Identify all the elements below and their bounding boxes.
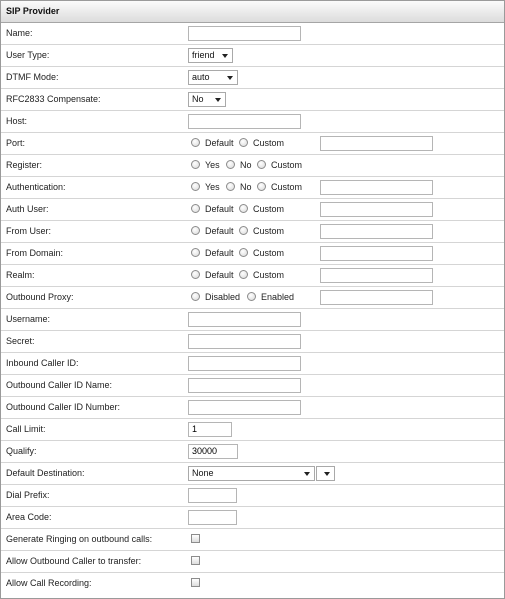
area-code-label: Area Code:: [6, 512, 52, 522]
register-no-label: No: [240, 160, 252, 170]
username-label: Username:: [6, 314, 51, 324]
realm-custom-label: Custom: [253, 270, 285, 280]
rfc2833-row: [1, 89, 504, 111]
auth-user-row: [1, 199, 504, 221]
rfc2833-select[interactable]: [188, 92, 226, 107]
qualify-input[interactable]: [188, 444, 238, 459]
port-default-label: Default: [205, 138, 234, 148]
dial-prefix-row: [1, 485, 504, 507]
host-label: Host:: [6, 116, 28, 126]
realm-custom-radio[interactable]: [239, 270, 248, 279]
dial-prefix-input[interactable]: [188, 488, 237, 503]
auth-user-custom-radio[interactable]: [239, 204, 248, 213]
auth-user-custom-input[interactable]: [320, 202, 433, 217]
auth-user-label: Auth User:: [6, 204, 49, 214]
realm-row: [1, 265, 504, 287]
chevron-down-icon: [215, 98, 221, 102]
from-domain-label: From Domain:: [6, 248, 64, 258]
generate-ringing-label: Generate Ringing on outbound calls:: [6, 534, 153, 544]
from-domain-row: [1, 243, 504, 265]
area-code-row: [1, 507, 504, 529]
allow-transfer-checkbox[interactable]: [191, 556, 200, 565]
authentication-no-label: No: [240, 182, 252, 192]
from-domain-default-label: Default: [205, 248, 234, 258]
from-domain-custom-input[interactable]: [320, 246, 433, 261]
call-limit-input[interactable]: [188, 422, 232, 437]
username-input[interactable]: [188, 312, 301, 327]
call-limit-label: Call Limit:: [6, 424, 46, 434]
outbound-caller-id-number-label: Outbound Caller ID Number:: [6, 402, 121, 412]
outbound-caller-id-name-label: Outbound Caller ID Name:: [6, 380, 113, 390]
secret-label: Secret:: [6, 336, 35, 346]
default-destination-value: None: [192, 468, 214, 478]
from-user-custom-label: Custom: [253, 226, 285, 236]
outbound-proxy-disabled-label: Disabled: [205, 292, 241, 302]
generate-ringing-row: [1, 529, 504, 551]
outbound-proxy-disabled-radio[interactable]: [191, 292, 200, 301]
outbound-proxy-label: Outbound Proxy:: [6, 292, 74, 302]
name-row: [1, 23, 504, 45]
realm-label: Realm:: [6, 270, 35, 280]
chevron-down-icon: [227, 76, 233, 80]
from-user-default-label: Default: [205, 226, 234, 236]
realm-default-label: Default: [205, 270, 234, 280]
from-domain-default-radio[interactable]: [191, 248, 200, 257]
allow-recording-label: Allow Call Recording:: [6, 578, 92, 588]
realm-default-radio[interactable]: [191, 270, 200, 279]
name-input[interactable]: [188, 26, 301, 41]
from-user-default-radio[interactable]: [191, 226, 200, 235]
inbound-caller-id-row: [1, 353, 504, 375]
user-type-row: [1, 45, 504, 67]
outbound-proxy-enabled-radio[interactable]: [247, 292, 256, 301]
authentication-yes-label: Yes: [205, 182, 220, 192]
port-default-radio[interactable]: [191, 138, 200, 147]
register-label: Register:: [6, 160, 43, 170]
port-custom-label: Custom: [253, 138, 285, 148]
authentication-label: Authentication:: [6, 182, 66, 192]
from-domain-custom-label: Custom: [253, 248, 285, 258]
allow-recording-checkbox[interactable]: [191, 578, 200, 587]
port-row: [1, 133, 504, 155]
outbound-proxy-row: [1, 287, 504, 309]
user-type-label: User Type:: [6, 50, 50, 60]
secret-input[interactable]: [188, 334, 301, 349]
outbound-caller-id-number-row: [1, 397, 504, 419]
rfc2833-value: No: [192, 94, 204, 104]
inbound-caller-id-label: Inbound Caller ID:: [6, 358, 79, 368]
default-destination-row: [1, 463, 504, 485]
authentication-yes-radio[interactable]: [191, 182, 200, 191]
chevron-down-icon: [222, 54, 228, 58]
from-user-custom-input[interactable]: [320, 224, 433, 239]
rfc2833-label: RFC2833 Compensate:: [6, 94, 101, 104]
panel-title: SIP Provider: [1, 1, 504, 23]
authentication-custom-input[interactable]: [320, 180, 433, 195]
inbound-caller-id-input[interactable]: [188, 356, 301, 371]
outbound-caller-id-name-input[interactable]: [188, 378, 301, 393]
from-user-custom-radio[interactable]: [239, 226, 248, 235]
authentication-row: [1, 177, 504, 199]
generate-ringing-checkbox[interactable]: [191, 534, 200, 543]
outbound-proxy-enabled-label: Enabled: [261, 292, 295, 302]
outbound-proxy-input[interactable]: [320, 290, 433, 305]
allow-recording-row: [1, 573, 504, 594]
allow-transfer-row: [1, 551, 504, 573]
secret-row: [1, 331, 504, 353]
authentication-custom-label: Custom: [271, 182, 303, 192]
qualify-label: Qualify:: [6, 446, 37, 456]
chevron-down-icon: [324, 472, 330, 476]
port-custom-input[interactable]: [320, 136, 433, 151]
register-row: [1, 155, 504, 177]
default-destination-select[interactable]: [188, 466, 315, 481]
default-destination-label: Default Destination:: [6, 468, 85, 478]
user-type-value: friend: [192, 50, 215, 60]
outbound-caller-id-number-input[interactable]: [188, 400, 301, 415]
qualify-row: [1, 441, 504, 463]
chevron-down-icon: [304, 472, 310, 476]
port-label: Port:: [6, 138, 26, 148]
auth-user-default-radio[interactable]: [191, 204, 200, 213]
port-custom-radio[interactable]: [239, 138, 248, 147]
default-destination-sub-select[interactable]: [316, 466, 335, 481]
username-row: [1, 309, 504, 331]
host-input[interactable]: [188, 114, 301, 129]
allow-transfer-label: Allow Outbound Caller to transfer:: [6, 556, 142, 566]
register-yes-label: Yes: [205, 160, 220, 170]
register-no-radio[interactable]: [226, 160, 235, 169]
register-yes-radio[interactable]: [191, 160, 200, 169]
name-label: Name:: [6, 28, 33, 38]
authentication-no-radio[interactable]: [226, 182, 235, 191]
user-type-select[interactable]: [188, 48, 233, 63]
from-user-row: [1, 221, 504, 243]
dial-prefix-label: Dial Prefix:: [6, 490, 50, 500]
register-custom-radio[interactable]: [257, 160, 266, 169]
auth-user-default-label: Default: [205, 204, 234, 214]
call-limit-row: [1, 419, 504, 441]
auth-user-custom-label: Custom: [253, 204, 285, 214]
dtmf-mode-label: DTMF Mode:: [6, 72, 59, 82]
area-code-input[interactable]: [188, 510, 237, 525]
dtmf-mode-value: auto: [192, 72, 210, 82]
outbound-caller-id-name-row: [1, 375, 504, 397]
dtmf-mode-row: [1, 67, 504, 89]
from-user-label: From User:: [6, 226, 51, 236]
from-domain-custom-radio[interactable]: [239, 248, 248, 257]
dtmf-mode-select[interactable]: [188, 70, 238, 85]
realm-custom-input[interactable]: [320, 268, 433, 283]
register-custom-label: Custom: [271, 160, 303, 170]
host-row: [1, 111, 504, 133]
authentication-custom-radio[interactable]: [257, 182, 266, 191]
